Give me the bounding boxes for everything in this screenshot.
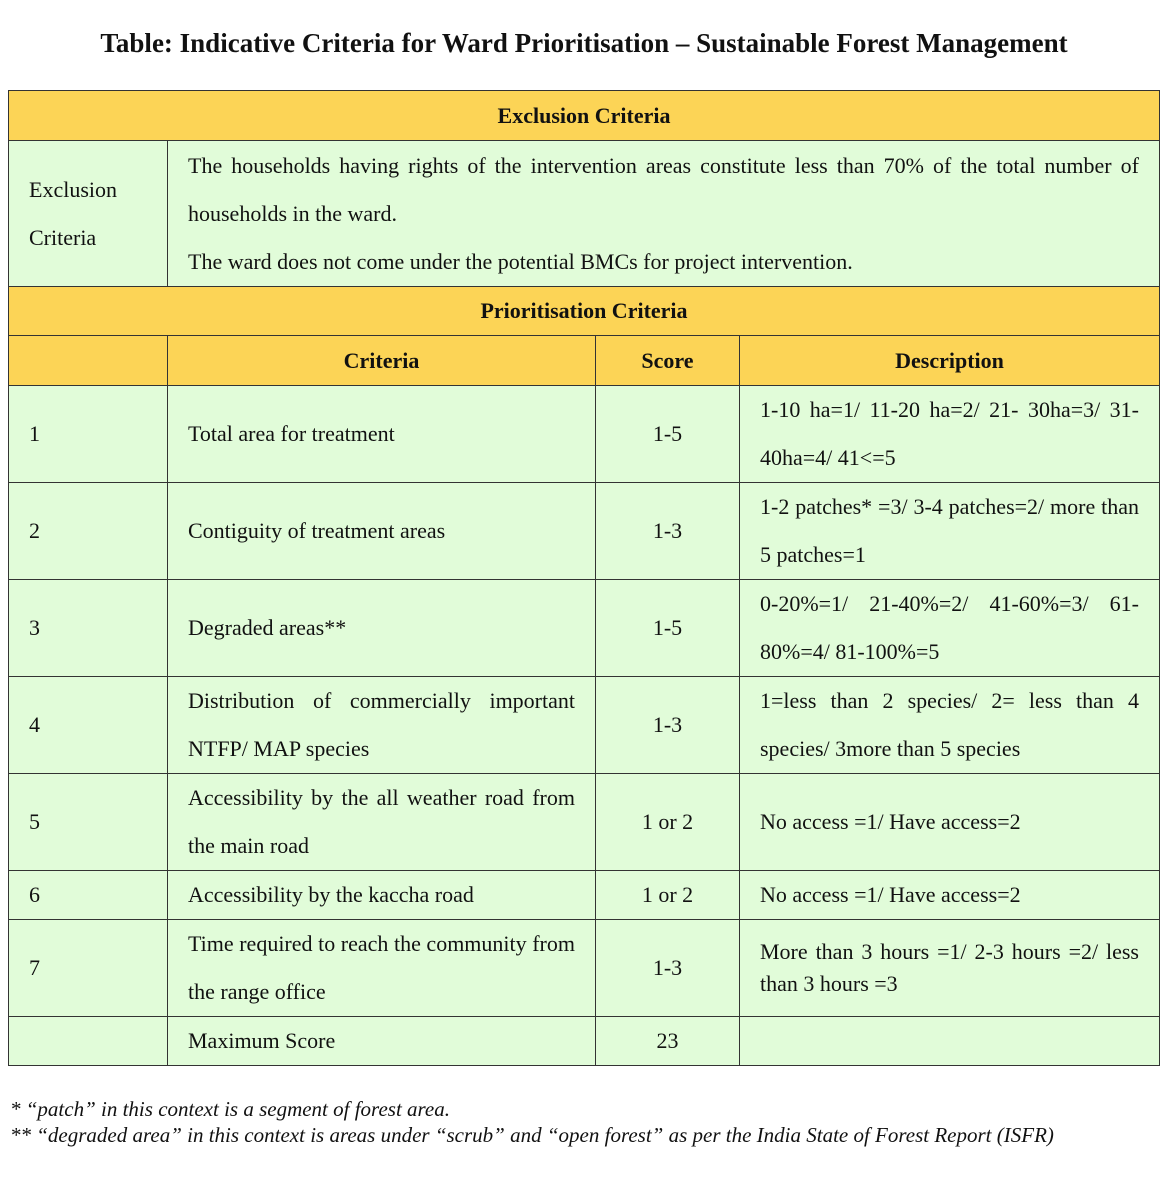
row-number: 1 — [9, 386, 168, 483]
row-number: 6 — [9, 871, 168, 920]
row-criteria: Accessibility by the all weather road from the main road — [168, 774, 596, 871]
footnotes — [10, 1096, 1165, 1148]
row-score: 1 or 2 — [596, 871, 740, 920]
exclusion-text — [168, 141, 1160, 287]
row-criteria: Contiguity of treatment areas — [168, 483, 596, 580]
row-number: 4 — [9, 677, 168, 774]
footnote-patch: * “patch” in this context is a segment of forest area. — [10, 1097, 450, 1121]
table-row — [9, 920, 1160, 1017]
table-row — [9, 483, 1160, 580]
row-description: No access =1/ Have access=2 — [740, 871, 1160, 920]
total-label: Maximum Score — [168, 1017, 596, 1066]
row-score: 1-5 — [596, 580, 740, 677]
row-number: 7 — [9, 920, 168, 1017]
row-criteria: Accessibility by the kaccha road — [168, 871, 596, 920]
row-criteria: Degraded areas** — [168, 580, 596, 677]
row-score: 1 or 2 — [596, 774, 740, 871]
row-criteria: Total area for treatment — [168, 386, 596, 483]
criteria-table — [8, 90, 1160, 1066]
row-criteria: Distribution of commercially important NTFP/ MAP species — [168, 677, 596, 774]
exclusion-row — [9, 141, 1160, 287]
exclusion-header: Exclusion Criteria — [9, 91, 1160, 141]
column-header-no — [9, 336, 168, 386]
page-title: Table: Indicative Criteria for Ward Prioritisation – Sustainable Forest Management — [100, 28, 1068, 58]
exclusion-header-row — [9, 91, 1160, 141]
row-criteria: Time required to reach the community from the range office — [168, 920, 596, 1017]
column-header-description: Description — [740, 336, 1160, 386]
total-row — [9, 1017, 1160, 1066]
row-number: 3 — [9, 580, 168, 677]
row-score: 1-3 — [596, 920, 740, 1017]
exclusion-line-1: The households having rights of the intervention areas constitute less than 70% of the total number of households in the ward. — [188, 152, 1139, 226]
table-row — [9, 677, 1160, 774]
prioritisation-header: Prioritisation Criteria — [9, 287, 1160, 336]
row-score: 1-3 — [596, 483, 740, 580]
table-row — [9, 386, 1160, 483]
column-header-criteria: Criteria — [168, 336, 596, 386]
exclusion-label: Exclusion Criteria — [9, 141, 168, 287]
column-header-score: Score — [596, 336, 740, 386]
row-description: No access =1/ Have access=2 — [740, 774, 1160, 871]
row-number: 5 — [9, 774, 168, 871]
column-header-row — [9, 336, 1160, 386]
footnote-degraded-area: ** “degraded area” in this context is areas under “scrub” and “open forest” as per the India State of Forest Report (ISFR) — [10, 1123, 1054, 1147]
table-row — [9, 774, 1160, 871]
row-score: 1-5 — [596, 386, 740, 483]
total-number — [9, 1017, 168, 1066]
prioritisation-header-row — [9, 287, 1160, 336]
total-description — [740, 1017, 1160, 1066]
row-description: 1-2 patches* =3/ 3-4 patches=2/ more than 5 patches=1 — [740, 483, 1160, 580]
total-score: 23 — [596, 1017, 740, 1066]
row-description: 1-10 ha=1/ 11-20 ha=2/ 21- 30ha=3/ 31-40ha=4/ 41<=5 — [740, 386, 1160, 483]
row-description: More than 3 hours =1/ 2-3 hours =2/ less than 3 hours =3 — [740, 920, 1160, 1017]
table-row — [9, 871, 1160, 920]
table-row — [9, 580, 1160, 677]
row-description: 1=less than 2 species/ 2= less than 4 species/ 3more than 5 species — [740, 677, 1160, 774]
row-number: 2 — [9, 483, 168, 580]
exclusion-line-2: The ward does not come under the potential BMCs for project intervention. — [188, 248, 853, 274]
row-score: 1-3 — [596, 677, 740, 774]
row-description: 0-20%=1/ 21-40%=2/ 41-60%=3/ 61-80%=4/ 81-100%=5 — [740, 580, 1160, 677]
